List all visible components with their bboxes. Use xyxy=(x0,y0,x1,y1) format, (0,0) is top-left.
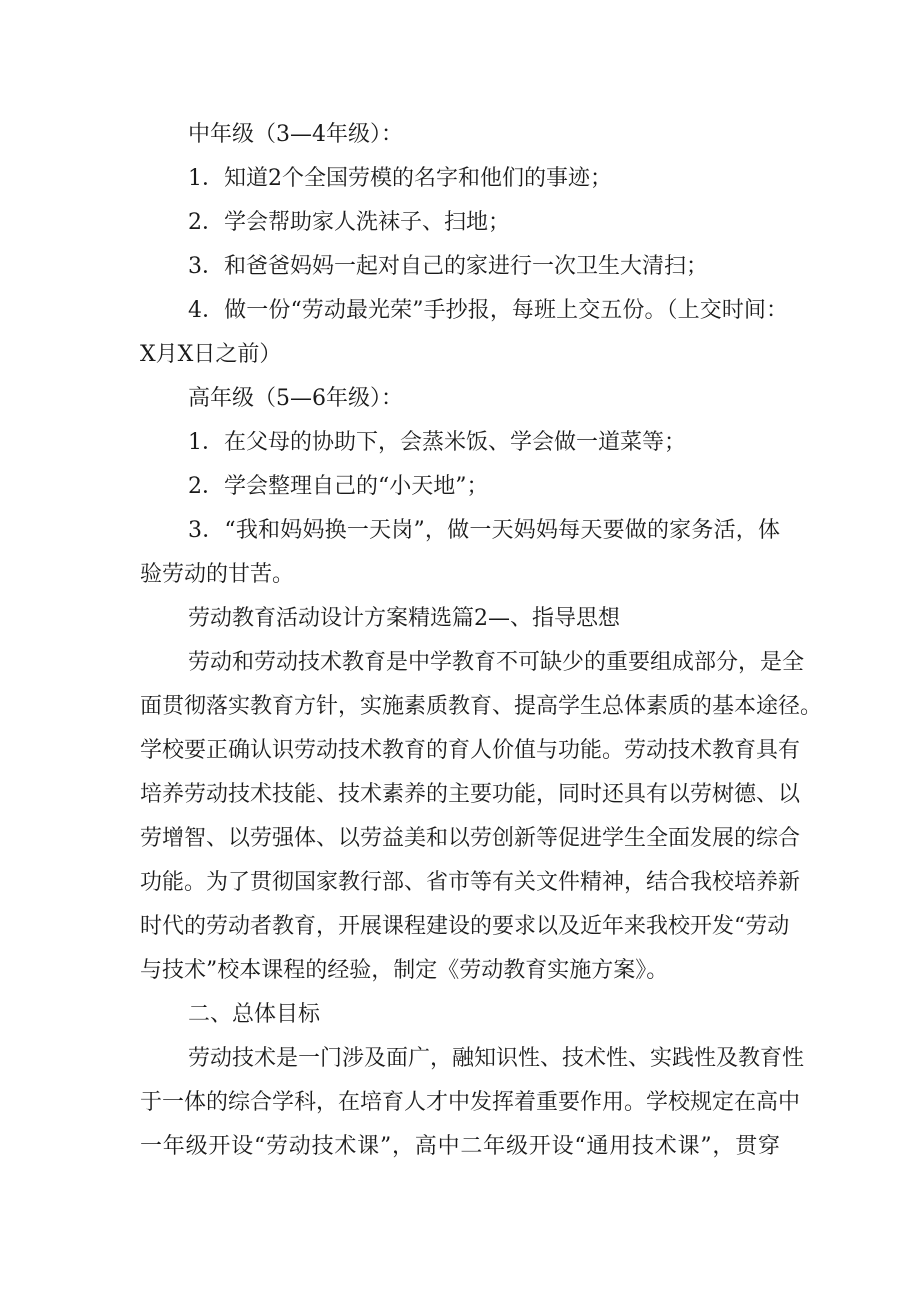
paragraph-line: 一年级开设“劳动技术课”，高中二年级开设“通用技术课”，贯穿 xyxy=(140,1134,780,1159)
paragraph-line: 与技术”校本课程的经验，制定《劳动教育实施方案》。 xyxy=(140,958,669,983)
paragraph-line: 1．知道2个全国劳模的名字和他们的事迹； xyxy=(188,166,612,191)
paragraph-line: 学校要正确认识劳动技术教育的育人价值与功能。劳动技术教育具有 xyxy=(140,738,801,763)
paragraph-line: 3．和爸爸妈妈一起对自己的家进行一次卫生大清扫； xyxy=(188,254,708,279)
section-heading: 二、总体目标 xyxy=(188,1002,321,1027)
paragraph-line: 培养劳动技术技能、技术素养的主要功能，同时还具有以劳树德、以 xyxy=(140,782,801,807)
paragraph-line: 2．学会整理自己的“小天地”； xyxy=(188,474,489,499)
paragraph-line: 劳动和劳动技术教育是中学教育不可缺少的重要组成部分，是全 xyxy=(188,650,805,675)
paragraph-line: 1．在父母的协助下，会蒸米饭、学会做一道菜等； xyxy=(188,430,686,455)
section-heading: 劳动教育活动设计方案精选篇2—、指导思想 xyxy=(188,606,620,631)
paragraph-line: 3．“我和妈妈换一天岗”，做一天妈妈每天要做的家务活，体 xyxy=(188,518,780,543)
paragraph-line: 验劳动的甘苦。 xyxy=(140,562,295,587)
paragraph-line: 功能。为了贯彻国家教行部、省市等有关文件精神，结合我校培养新 xyxy=(140,870,801,895)
paragraph-line: 4．做一份“劳动最光荣”手抄报，每班上交五份。（上交时间： xyxy=(188,298,788,323)
paragraph-line: 中年级（3—4年级）： xyxy=(188,122,403,147)
paragraph-line: X月X日之前） xyxy=(140,342,282,367)
paragraph-line: 面贯彻落实教育方针，实施素质教育、提高学生总体素质的基本途径。 xyxy=(140,694,823,719)
paragraph-line: 时代的劳动者教育，开展课程建设的要求以及近年来我校开发“劳动 xyxy=(140,914,790,939)
paragraph-line: 2．学会帮助家人洗袜子、扫地； xyxy=(188,210,510,235)
paragraph-line: 于一体的综合学科，在培育人才中发挥着重要作用。学校规定在高中 xyxy=(140,1090,801,1115)
paragraph-line: 劳增智、以劳强体、以劳益美和以劳创新等促进学生全面发展的综合 xyxy=(140,826,801,851)
paragraph-line: 劳动技术是一门涉及面广，融知识性、技术性、实践性及教育性 xyxy=(188,1046,805,1071)
paragraph-line: 高年级（5—6年级）： xyxy=(188,386,403,411)
